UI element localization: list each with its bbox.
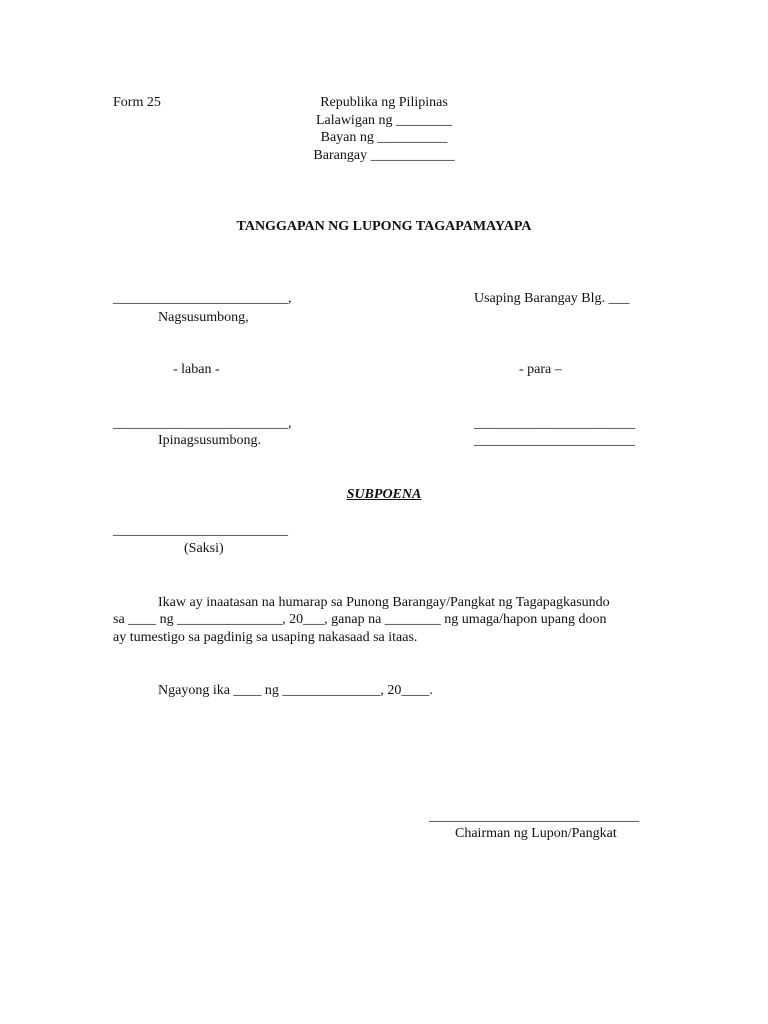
body-line-3: ay tumestigo sa pagdinig sa usaping nakasaad sa itaas. [113, 630, 418, 645]
date-line: Ngayong ika ____ ng ______________, 20____. [158, 683, 433, 698]
witness-label: (Saksi) [184, 541, 224, 556]
witness-line: _________________________ [113, 523, 288, 538]
barangay-field: Barangay ____________ [313, 148, 455, 163]
office-title: TANGGAPAN NG LUPONG TAGAPAMAYAPA [236, 219, 532, 234]
body-line-2: sa ____ ng _______________, 20___, ganap na ________ ng umaga/hapon upang doon [113, 612, 607, 627]
para-label: - para – [519, 362, 562, 377]
body-line-1: Ikaw ay inaatasan na humarap sa Punong Barangay/Pangkat ng Tagapagkasundo [158, 595, 610, 610]
form-number: Form 25 [113, 95, 161, 110]
case-line-2: _______________________ [474, 433, 635, 448]
respondent-line: _________________________, [113, 416, 292, 431]
laban-label: - laban - [173, 362, 220, 377]
respondent-label: Ipinagsusumbong. [158, 433, 262, 448]
complainant-label: Nagsusumbong, [158, 310, 249, 325]
signature-label: Chairman ng Lupon/Pangkat [455, 826, 617, 841]
complainant-line: _________________________, [113, 291, 292, 306]
document-title: SUBPOENA [346, 487, 422, 502]
case-line-1: _______________________ [474, 416, 635, 431]
signature-line: ______________________________ [429, 809, 639, 824]
republic-name: Republika ng Pilipinas [320, 95, 448, 110]
case-number: Usaping Barangay Blg. ___ [474, 291, 630, 306]
province-field: Lalawigan ng ________ [315, 113, 453, 128]
municipality-field: Bayan ng __________ [320, 130, 448, 145]
